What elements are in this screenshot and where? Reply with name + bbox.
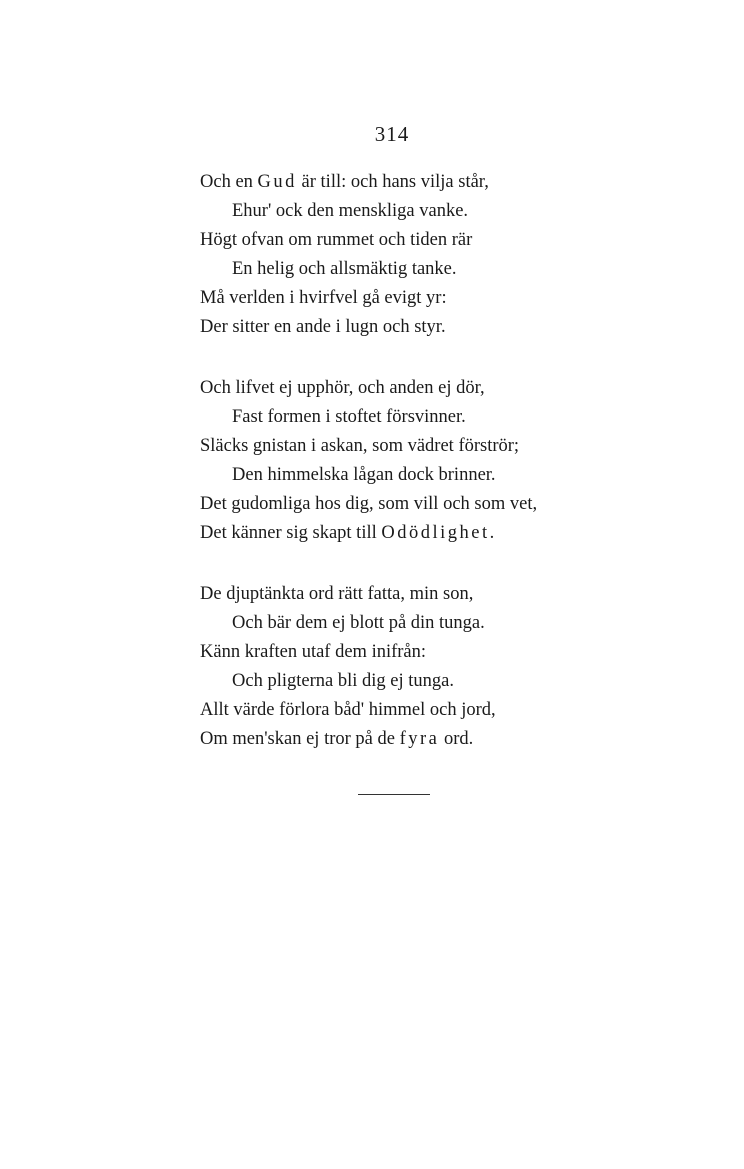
line-text: är till: och hans vilja står, <box>296 172 489 192</box>
poem-line: Känn kraften utaf dem inifrån: <box>200 642 427 662</box>
line-text: Det känner sig skapt till <box>200 523 382 543</box>
poem-line <box>200 725 640 754</box>
page-number: 314 <box>374 122 410 146</box>
poem-line: De djuptänkta ord rätt fatta, min son, <box>200 584 474 604</box>
poem-line: Och pligterna bli dig ej tunga. <box>232 671 454 691</box>
poem-line: Och lifvet ej upphör, och anden ej dör, <box>200 378 485 398</box>
poem-line: Må verlden i hvirfvel gå evigt yr: <box>200 288 447 308</box>
poem-line <box>200 168 640 197</box>
stanza-2 <box>200 374 640 548</box>
poem-line: Ehur' ock den menskliga vanke. <box>232 201 469 221</box>
end-separator-rule <box>358 794 430 795</box>
line-text: Om men'skan ej tror på de <box>200 729 400 749</box>
poem-line: Och bär dem ej blott på din tunga. <box>232 613 485 633</box>
emphasized-word: Odödlighet <box>381 523 490 543</box>
line-text: . <box>489 523 495 543</box>
line-text: Och en <box>200 172 258 192</box>
poem-line: En helig och allsmäktig tanke. <box>232 259 457 279</box>
stanza-1 <box>200 168 640 342</box>
emphasized-word: Gud <box>257 172 297 192</box>
poem-line: Släcks gnistan i askan, som vädret förströr; <box>200 436 520 456</box>
poem-line: Fast formen i stoftet försvinner. <box>232 407 466 427</box>
poem-line: Högt ofvan om rummet och tiden rär <box>200 230 473 250</box>
stanza-3 <box>200 580 640 754</box>
poem-line: Det gudomliga hos dig, som vill och som vet, <box>200 494 538 514</box>
poem-line: Den himmelska lågan dock brinner. <box>232 465 496 485</box>
poem <box>200 168 640 786</box>
poem-line: Der sitter en ande i lugn och styr. <box>200 317 446 337</box>
emphasized-word: fyra <box>399 729 440 749</box>
line-text: ord. <box>439 729 474 749</box>
poem-line: Allt värde förlora båd' himmel och jord, <box>200 700 496 720</box>
poem-line <box>200 519 640 548</box>
